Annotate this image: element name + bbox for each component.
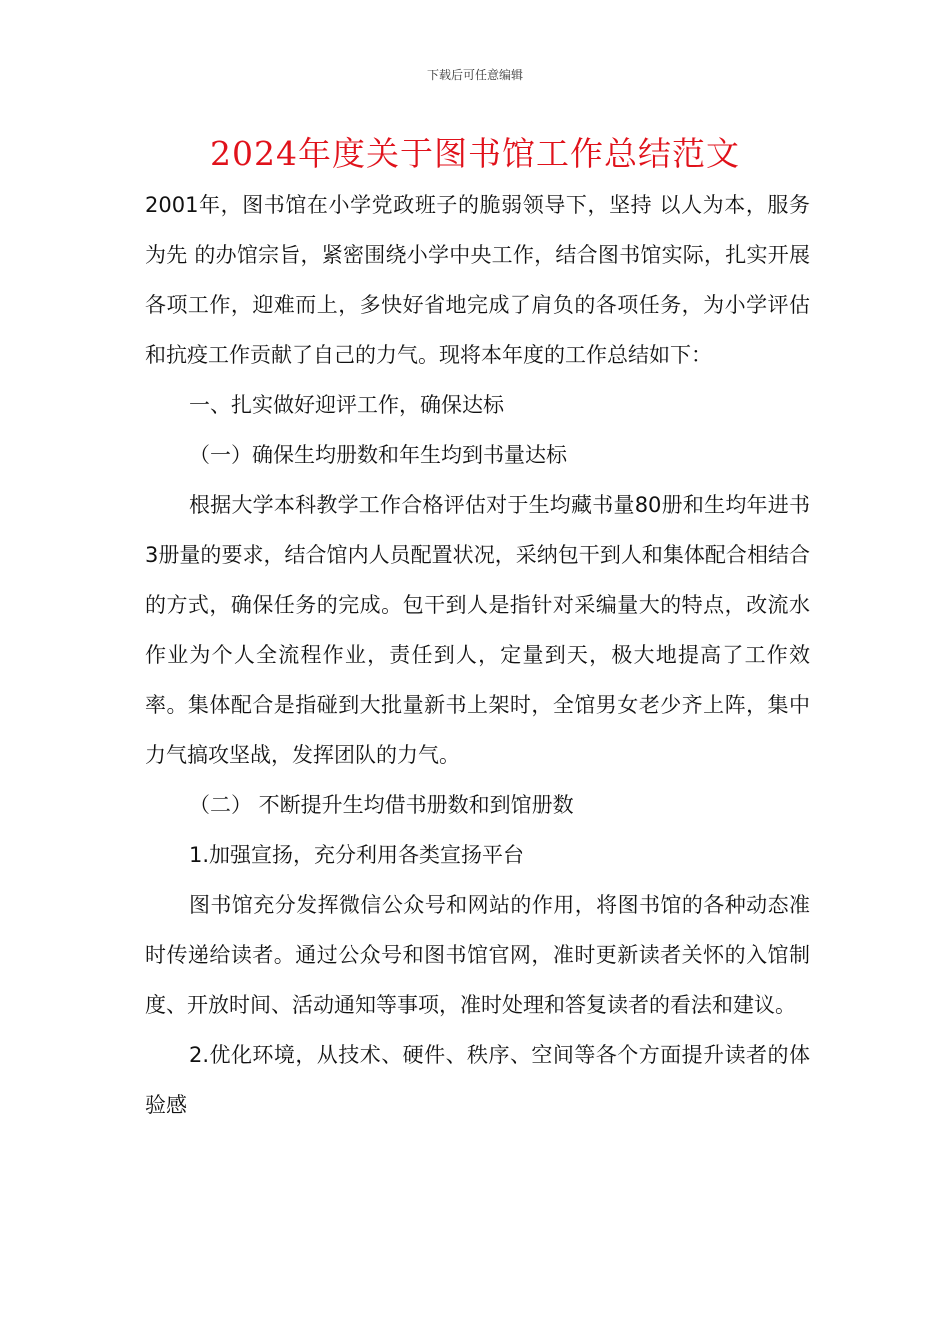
subsection-heading-2: （二） 不断提升生均借书册数和到馆册数 bbox=[189, 793, 574, 817]
document-title: 2024年度关于图书馆工作总结范文 bbox=[210, 134, 740, 173]
subsection-heading-1: （一）确保生均册数和年生均到书量达标 bbox=[189, 443, 567, 467]
item-1-body: 图书馆充分发挥微信公众号和网站的作用，将图书馆的各种动态准时传递给读者。通过公众号和图书馆官网，准时更新读者关怀的入馆制度、开放时间、活动通知等事项，准时处理和答复读者的看法和建议。 bbox=[145, 893, 810, 1017]
intro-paragraph: 2001年，图书馆在小学党政班子的脆弱领导下，坚持 以人为本，服务为先 的办馆宗旨，紧密围绕小学中央工作，结合图书馆实际，扎实开展各项工作，迎难而上，多快好省地完成了肩负的各项任务，为小学评估和抗疫工作贡献了自己的力气。现将本年度的工作总结如下： bbox=[145, 193, 810, 367]
item-heading-2: 2.优化环境，从技术、硬件、秩序、空间等各个方面提升读者的体验感 bbox=[145, 1043, 810, 1117]
section-heading-1: 一、扎实做好迎评工作，确保达标 bbox=[189, 393, 504, 417]
document-body bbox=[145, 180, 810, 1130]
subsection-1-body: 根据大学本科教学工作合格评估对于生均藏书量80册和生均年进书3册量的要求，结合馆内人员配置状况，采纳包干到人和集体配合相结合的方式，确保任务的完成。包干到人是指针对采编量大的特点，改流水作业为个人全流程作业，责任到人，定量到天，极大地提高了工作效率。集体配合是指碰到大批量新书上架时，全馆男女老少齐上阵，集中力气搞攻坚战，发挥团队的力气。 bbox=[145, 493, 810, 767]
item-heading-1: 1.加强宣扬，充分利用各类宣扬平台 bbox=[189, 843, 525, 867]
header-note: 下载后可任意编辑 bbox=[426, 68, 523, 82]
